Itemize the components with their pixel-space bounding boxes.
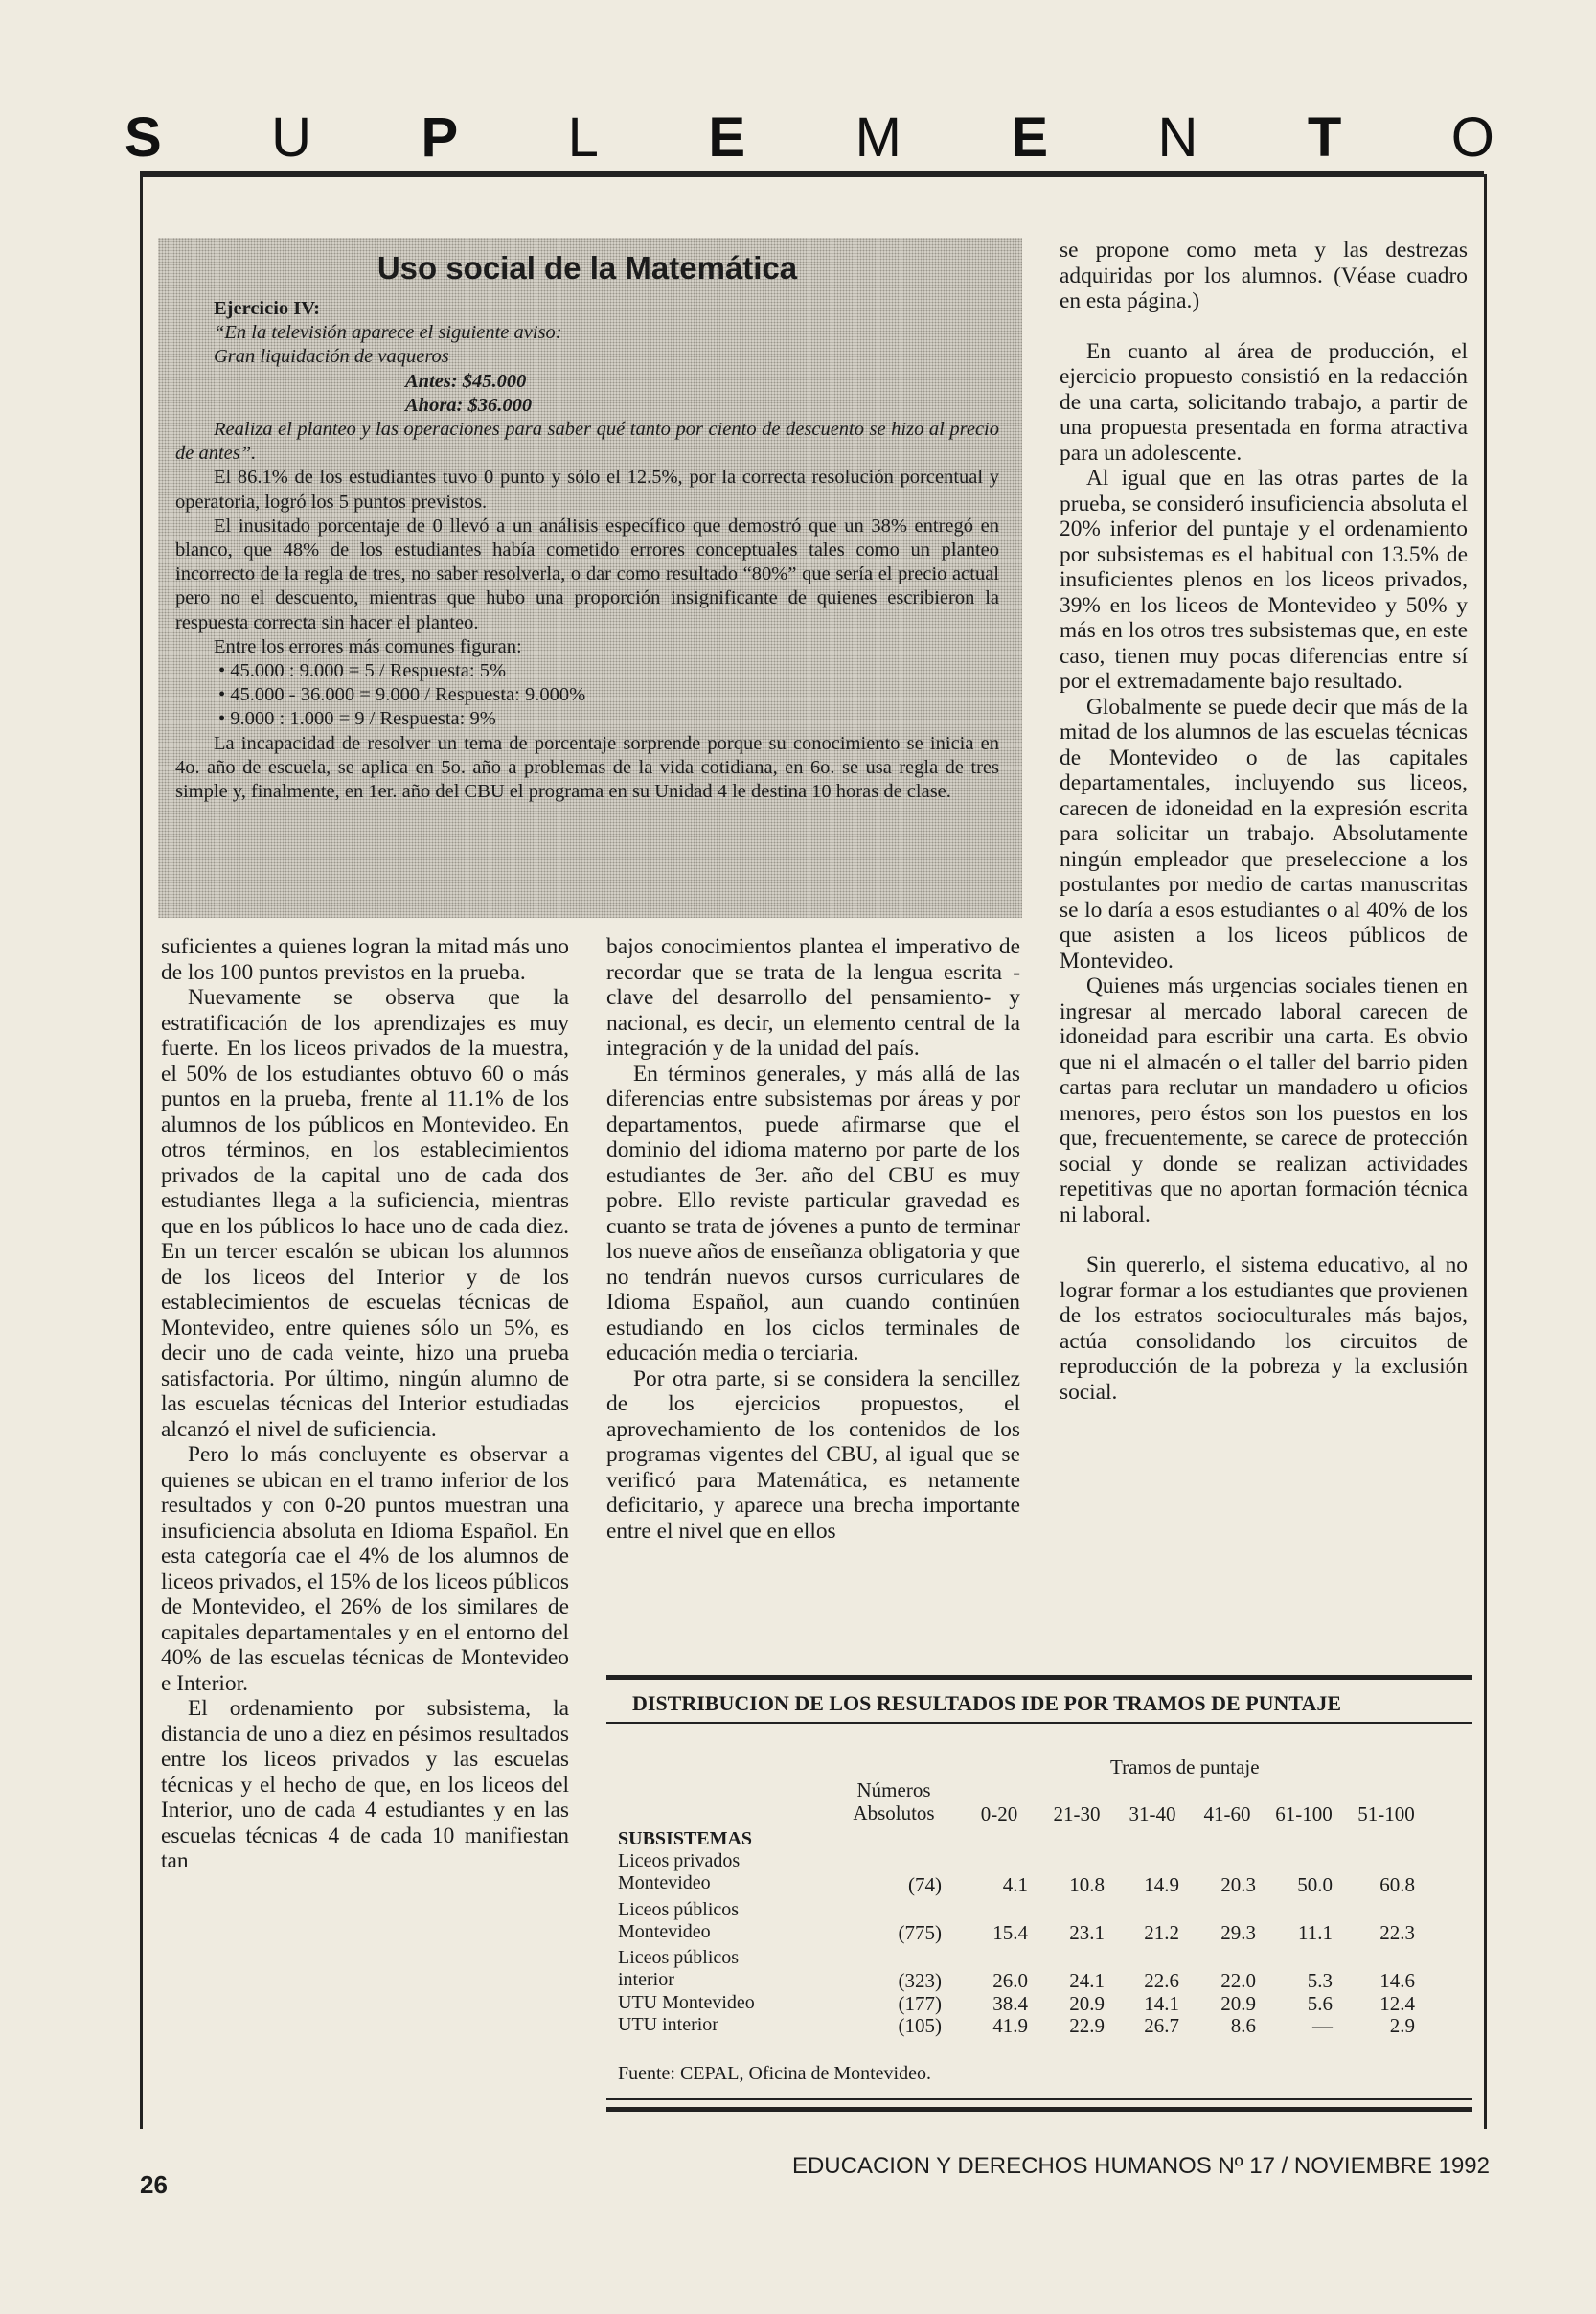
tramos-header: Tramos de puntaje: [1110, 1755, 1260, 1778]
body-paragraph: Por otra parte, si se considera la sencillez de los ejercicios propuestos, el aprovechamiento de los contenidos de los programas vigentes del CBU, al igual que se verificó para Matemática, es netamente deficitario, y aparece una brecha importante entre el nivel que en ellos: [606, 1365, 1020, 1544]
table-cell: 24.1: [1069, 1969, 1105, 1992]
results-table: [606, 1675, 1472, 2113]
row-count: (177): [898, 1992, 942, 2015]
masthead-letter: L: [567, 105, 599, 169]
body-paragraph: Nuevamente se observa que la estratificación de los aprendizajes es muy fuerte. En los liceos privados de la muestra, el 50% de los estudiantes obtuvo 60 o más puntos en la prueba, frente al 11.1% de los alumnos de los públicos en Montevideo. En otros términos, en los establecimientos privados de la capital uno de cada dos estudiantes llega a la suficiencia, mientras que en los públicos lo hace uno de cada diez. En un tercer escalón se ubican los alumnos de los liceos del Interior y de los establecimientos de escuelas técnicas de Montevideo, entre quienes sólo un 5%, es decir uno de cada veinte, hizo una prueba satisfactoria. Por último, ningún alumno de las escuelas técnicas del Interior estudiadas alcanzó el nivel de suficiencia.: [161, 985, 569, 1442]
box-exercise: Ejercicio IV:: [214, 298, 321, 319]
row-label: [618, 1850, 740, 1894]
table-rule: [606, 2107, 1472, 2112]
table-cell: 14.9: [1144, 1873, 1179, 1896]
body-paragraph: El ordenamiento por subsistema, la distancia de uno a diez en pésimos resultados entre los liceos privados y las escuelas técnicas y el hecho de que, en los liceos del Interior, uno de cada 4 estudiantes y en las escuelas técnicas 4 de cada 10 manifiestan tan: [161, 1696, 569, 1873]
column-3: [1060, 238, 1468, 1405]
box-quote-line: Gran liquidación de vaqueros: [214, 346, 449, 368]
table-rule: [606, 2098, 1472, 2100]
body-paragraph: suficientes a quienes logran la mitad más uno de los 100 puntos previstos en la prueba.: [161, 934, 569, 985]
row-label-line: Montevideo: [618, 1921, 711, 1942]
table-cell: 12.4: [1379, 1992, 1415, 2015]
box-bullet: • 9.000 : 1.000 = 9 / Respuesta: 9%: [218, 708, 496, 730]
column-header: 0-20: [980, 1802, 1018, 1825]
masthead: [125, 103, 1494, 171]
table-cell: 5.6: [1307, 1992, 1333, 2015]
table-rule: [606, 1722, 1472, 1724]
column-header: 21-30: [1053, 1802, 1101, 1825]
body-paragraph: Al igual que en las otras partes de la prueba, se consideró insuficiencia absoluta el 20% inferior del puntaje y el ordenamiento por subsistemas es el habitual con 13.5% de insuficientes plenos en los liceos privados, 39% en los liceos de Montevideo y 50% y más en los otros tres subsistemas que, en este caso, tienen muy pocas diferencias entre sí por el extremadamente bajo resultado.: [1060, 466, 1468, 694]
row-label: UTU Montevideo: [618, 1992, 755, 2013]
masthead-letter: S: [125, 105, 162, 169]
body-paragraph: Quienes más urgencias sociales tienen en ingresar al mercado laboral carecen de idoneidad para escribir una carta. Es obvio que ni el almacén o el taller del barrio piden cartas para reclutar un mandadero u oficios menores, pero éstos son los puestos en los que, frecuentemente, se carece de protección social y donde se realizan actividades repetitivas que no aportan formación técnica ni laboral.: [1060, 974, 1468, 1227]
row-label: UTU interior: [618, 2014, 718, 2035]
column-header: 51-100: [1357, 1802, 1415, 1825]
row-count: (74): [908, 1873, 942, 1896]
publication-footer: EDUCACION Y DERECHOS HUMANOS Nº 17 / NOVIEMBRE 1992: [791, 2153, 1490, 2179]
masthead-letter: T: [1307, 105, 1342, 169]
row-label: [618, 1899, 739, 1943]
masthead-letter: E: [708, 105, 746, 169]
row-label-line: Liceos públicos: [618, 1899, 740, 1920]
row-label-line: Liceos públicos: [618, 1947, 740, 1968]
column-header: 61-100: [1275, 1802, 1333, 1825]
column-1: [161, 934, 569, 1874]
row-label-line: Liceos privados: [618, 1850, 741, 1871]
table-cell: 22.6: [1144, 1969, 1179, 1992]
table-cell: 8.6: [1230, 2014, 1256, 2037]
row-label: [618, 1947, 739, 1991]
box-bullet: • 45.000 - 36.000 = 9.000 / Respuesta: 9.000%: [218, 684, 586, 706]
numbers-header: [841, 1778, 946, 1824]
table-cell: 10.8: [1069, 1873, 1105, 1896]
masthead-letter: O: [1450, 105, 1494, 169]
row-label-line: interior: [618, 1969, 674, 1990]
table-cell: 14.1: [1144, 1992, 1179, 2015]
row-label-line: Montevideo: [618, 1872, 711, 1893]
table-cell: 2.9: [1389, 2014, 1415, 2037]
table-cell: 14.6: [1379, 1969, 1415, 1992]
table-cell: 22.9: [1069, 2014, 1105, 2037]
column-2: [606, 934, 1020, 1544]
body-paragraph: Globalmente se puede decir que más de la mitad de los alumnos de las escuelas técnicas de Montevideo o de las capitales departamentales, incluyendo sus liceos, carecen de idoneidad en la expresión escrita para solicitar un trabajo. Absolutamente ningún empleador que preseleccione a los postulantes por medio de cartas manuscritas se lo daría a esos estudiantes o al 40% de los que asisten a los liceos públicos de Montevideo.: [1060, 694, 1468, 974]
row-count: (775): [898, 1921, 942, 1944]
table-cell: 23.1: [1069, 1921, 1105, 1944]
masthead-letter: E: [1011, 105, 1049, 169]
masthead-letter: U: [271, 105, 312, 169]
body-paragraph: bajos conocimientos plantea el imperativo de recordar que se trata de la lengua escrita -clave del desarrollo del pensamiento- y nacional, es decir, un elemento central de la integración y de la unidad del país.: [606, 934, 1020, 1061]
box-quote-instruction: Realiza el planteo y las operaciones para saber qué tanto por ciento de descuento se hizo al precio de antes”.: [175, 419, 999, 465]
table-cell: 11.1: [1298, 1921, 1333, 1944]
table-cell: 15.4: [992, 1921, 1028, 1944]
numbers-header-line: Números: [856, 1778, 931, 1801]
table-cell: 60.8: [1379, 1873, 1415, 1896]
table-cell: 4.1: [1002, 1873, 1028, 1896]
page-number: 26: [140, 2170, 168, 2199]
box-price-before: Antes: $45.000: [405, 370, 527, 392]
table-cell: 20.3: [1220, 1873, 1256, 1896]
numbers-header-line: Absolutos: [853, 1801, 935, 1824]
box-title: Uso social de la Matemática: [376, 250, 798, 286]
table-cell: 21.2: [1144, 1921, 1179, 1944]
masthead-letter: P: [421, 105, 459, 169]
body-paragraph: Pero lo más concluyente es observar a quienes se ubican en el tramo inferior de los resultados y con 0-20 puntos muestran una insuficiencia absoluta en Idioma Español. En esta categoría cae el 4% de los alumnos de liceos privados, el 15% de los liceos públicos de Montevideo, el 26% de los similares de capitales departamentales y en el entorno del 40% de las escuelas técnicas de Montevideo e Interior.: [161, 1442, 569, 1696]
row-count: (323): [898, 1969, 942, 1992]
masthead-letter: N: [1157, 105, 1198, 169]
table-cell: 26.0: [992, 1969, 1028, 1992]
masthead-letter: M: [855, 105, 901, 169]
column-header: 41-60: [1203, 1802, 1251, 1825]
box-paragraph: Entre los errores más comunes figuran:: [214, 635, 522, 657]
table-rule: [606, 1675, 1472, 1680]
table-cell: 5.3: [1307, 1969, 1333, 1992]
table-cell: 29.3: [1220, 1921, 1256, 1944]
table-cell: —: [1312, 2014, 1333, 2037]
math-sidebar-box: [158, 238, 1022, 918]
box-price-now: Ahora: $36.000: [405, 394, 533, 416]
table-cell: 26.7: [1144, 2014, 1179, 2037]
table-cell: 22.0: [1220, 1969, 1256, 1992]
table-cell: 38.4: [992, 1992, 1028, 2015]
subsistemas-header: SUBSISTEMAS: [618, 1828, 753, 1849]
body-paragraph: En términos generales, y más allá de las diferencias entre subsistemas por áreas y por departamentos, puede afirmarse que el dominio del idioma materno por parte de los estudiantes de 3er. año del CBU es muy pobre. Ello reviste particular gravedad es cuanto se trata de jóvenes a punto de terminar los nueve años de enseñanza obligatoria y que no tendrán nuevos cursos curriculares de Idioma Español, aun cuando continúen estudiando en los ciclos terminales de educación media o terciaria.: [606, 1061, 1020, 1365]
box-paragraph: La incapacidad de resolver un tema de porcentaje sorprende porque su conocimiento se inicia en 4o. año de escuela, se aplica en 5o. año a problemas de la vida cotidiana, en 6o. se usa regla de tres simple y, finalmente, en 1er. año del CBU el programa en su Unidad 4 le destina 10 horas de clase.: [175, 732, 999, 803]
table-cell: 22.3: [1379, 1921, 1415, 1944]
table-title: DISTRIBUCION DE LOS RESULTADOS IDE POR TRAMOS DE PUNTAJE: [632, 1691, 1342, 1715]
column-header: 31-40: [1129, 1802, 1176, 1825]
body-paragraph: En cuanto al área de producción, el ejercicio propuesto consistió en la redacción de una carta, solicitando trabajo, a partir de una propuesta presentada en forma atractiva para un adolescente.: [1060, 338, 1468, 466]
table-cell: 50.0: [1297, 1873, 1333, 1896]
table-source: Fuente: CEPAL, Oficina de Montevideo.: [618, 2063, 931, 2084]
box-quote-line: “En la televisión aparece el siguiente aviso:: [214, 322, 562, 344]
table-cell: 20.9: [1220, 1992, 1256, 2015]
box-paragraph: El 86.1% de los estudiantes tuvo 0 punto y sólo el 12.5%, por la correcta resolución porcentual y operatoria, logró los 5 puntos previstos.: [175, 467, 999, 513]
row-count: (105): [898, 2014, 942, 2037]
body-paragraph: Sin quererlo, el sistema educativo, al no lograr formar a los estudiantes que provienen de los estratos socioculturales más bajos, actúa consolidando los circuitos de reproducción de la pobreza y la exclusión social.: [1060, 1252, 1468, 1405]
box-paragraph: El inusitado porcentaje de 0 llevó a un análisis específico que demostró que un 38% entregó en blanco, que 48% de los estudiantes había cometido errores conceptuales tales como un planteo incorrecto de la regla de tres, no saber resolverla, o dar como resultado “80%” que sería el precio actual pero no el descuento, mientras que hubo una proporción insignificante de quienes escribieron la respuesta correcta sin hacer el planteo.: [175, 515, 999, 633]
table-cell: 41.9: [992, 2014, 1028, 2037]
box-bullet: • 45.000 : 9.000 = 5 / Respuesta: 5%: [218, 660, 507, 682]
table-cell: 20.9: [1069, 1992, 1105, 2015]
body-paragraph: se propone como meta y las destrezas adquiridas por los alumnos. (Véase cuadro en esta página.): [1060, 238, 1468, 313]
